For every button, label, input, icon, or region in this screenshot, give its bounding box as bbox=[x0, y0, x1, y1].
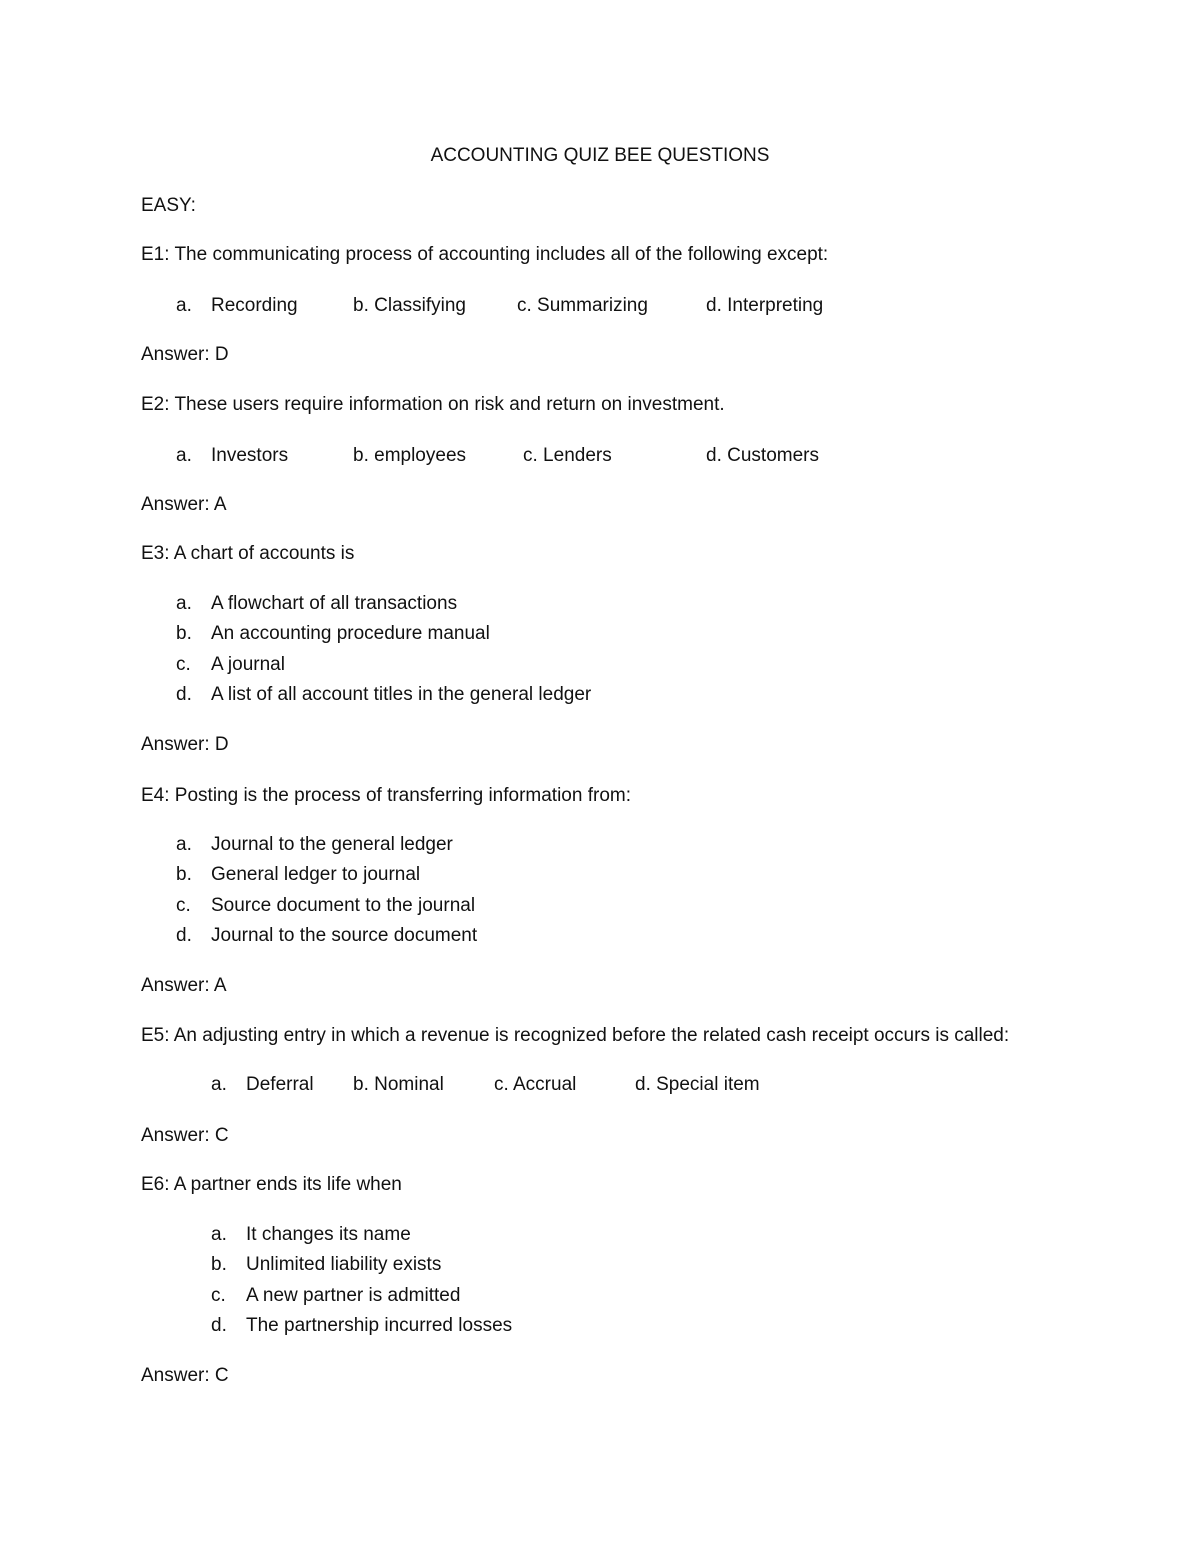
option-marker: b. bbox=[211, 1254, 227, 1276]
option-text: Unlimited liability exists bbox=[246, 1254, 442, 1276]
option-marker: c. bbox=[176, 653, 191, 675]
option-text: d. Special item bbox=[635, 1074, 760, 1095]
option-marker: a. bbox=[211, 1224, 227, 1245]
option-text: Investors bbox=[211, 445, 289, 466]
option-marker: d. bbox=[176, 683, 192, 705]
question-prompt: E3: A chart of accounts is bbox=[141, 543, 355, 564]
answer-text: Answer: C bbox=[141, 1365, 229, 1386]
option-text: The partnership incurred losses bbox=[246, 1314, 513, 1336]
answer-text: Answer: C bbox=[141, 1125, 229, 1146]
option-text: Source document to the journal bbox=[211, 894, 476, 916]
answer-text: Answer: A bbox=[141, 494, 227, 515]
option-text: b. employees bbox=[353, 445, 467, 466]
option-text: A flowchart of all transactions bbox=[211, 593, 458, 614]
option-text: c. Lenders bbox=[523, 445, 612, 466]
option-marker: c. bbox=[211, 1284, 226, 1306]
option-marker: b. bbox=[176, 864, 192, 886]
option-text: General ledger to journal bbox=[211, 864, 421, 886]
question-prompt: E6: A partner ends its life when bbox=[141, 1174, 402, 1195]
option-text: b. Classifying bbox=[353, 295, 466, 316]
option-marker: a. bbox=[176, 834, 192, 855]
option-text: Deferral bbox=[246, 1074, 314, 1095]
question-prompt: E5: An adjusting entry in which a revenue is recognized before the related cash receipt occurs is called: bbox=[141, 1025, 1010, 1046]
question-prompt: E1: The communicating process of accounting includes all of the following except: bbox=[141, 244, 829, 265]
option-text: Journal to the source document bbox=[211, 924, 478, 946]
option-text: c. Summarizing bbox=[517, 295, 648, 316]
answer-text: Answer: D bbox=[141, 344, 229, 365]
option-text: An accounting procedure manual bbox=[211, 623, 490, 645]
option-marker: c. bbox=[176, 894, 191, 916]
option-text: b. Nominal bbox=[353, 1074, 444, 1095]
page-title: ACCOUNTING QUIZ BEE QUESTIONS bbox=[430, 145, 770, 166]
question-prompt: E2: These users require information on risk and return on investment. bbox=[141, 394, 725, 415]
option-text: d. Interpreting bbox=[706, 295, 824, 316]
option-marker: d. bbox=[211, 1314, 227, 1336]
option-text: d. Customers bbox=[706, 445, 819, 466]
option-text: Journal to the general ledger bbox=[211, 834, 453, 855]
option-text: A journal bbox=[211, 653, 285, 675]
question-prompt: E4: Posting is the process of transferring information from: bbox=[141, 785, 631, 806]
option-marker: d. bbox=[176, 924, 192, 946]
option-text: A list of all account titles in the general ledger bbox=[211, 683, 592, 705]
option-text: It changes its name bbox=[246, 1224, 411, 1245]
option-text: Recording bbox=[211, 295, 298, 316]
option-text: c. Accrual bbox=[494, 1074, 577, 1095]
option-marker: a. bbox=[211, 1074, 227, 1095]
answer-text: Answer: A bbox=[141, 975, 227, 996]
option-text: A new partner is admitted bbox=[246, 1284, 461, 1306]
section-heading: EASY: bbox=[141, 195, 196, 216]
answer-text: Answer: D bbox=[141, 734, 229, 755]
option-marker: a. bbox=[176, 593, 192, 614]
option-marker: b. bbox=[176, 623, 192, 645]
option-marker: a. bbox=[176, 445, 192, 466]
option-marker: a. bbox=[176, 295, 192, 316]
